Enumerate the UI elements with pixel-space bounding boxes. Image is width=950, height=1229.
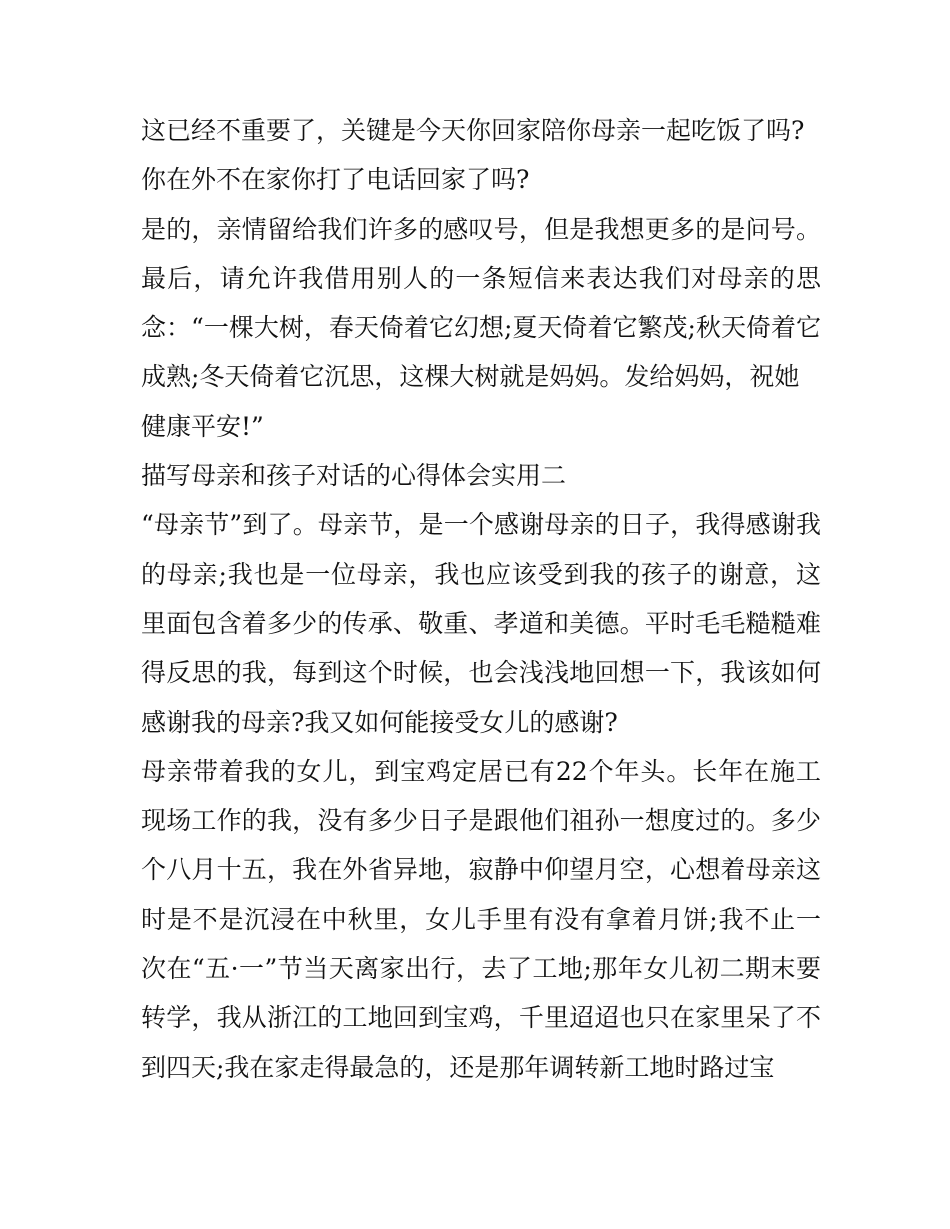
text-line: 最后，请允许我借用别人的一条短信来表达我们对母亲的思: [141, 263, 821, 293]
text-line: 你在外不在家你打了电话回家了吗?: [141, 165, 530, 195]
text-line: 成熟;冬天倚着它沉思，这棵大树就是妈妈。发给妈妈，祝她: [141, 362, 800, 392]
text-line: 感谢我的母亲?我又如何能接受女儿的感谢?: [141, 707, 618, 737]
text-line: 转学，我从浙江的工地回到宝鸡，千里迢迢也只在家里呆了不: [141, 1003, 821, 1033]
text-line: 是的，亲情留给我们许多的感叹号，但是我想更多的是问号。: [141, 214, 821, 244]
text-line: 时是不是沉浸在中秋里，女儿手里有没有拿着月饼;我不止一: [141, 904, 821, 934]
text-line: 健康平安!”: [141, 411, 264, 441]
text-line: 的母亲;我也是一位母亲，我也应该受到我的孩子的谢意，这: [141, 559, 821, 589]
text-line: 念：“一棵大树，春天倚着它幻想;夏天倚着它繁茂;秋天倚着它: [141, 313, 821, 343]
text-line: 这已经不重要了，关键是今天你回家陪你母亲一起吃饭了吗?: [141, 116, 805, 145]
text-line: 现场工作的我，没有多少日子是跟他们祖孙一想度过的。多少: [141, 806, 821, 836]
text-line: “母亲节”到了。母亲节，是一个感谢母亲的日子，我得感谢我: [141, 510, 821, 540]
text-line: 里面包含着多少的传承、敬重、孝道和美德。平时毛毛糙糙难: [141, 608, 821, 638]
text-line: 个八月十五，我在外省异地，寂静中仰望月空，心想着母亲这: [141, 855, 821, 885]
text-line: 到四天;我在家走得最急的，还是那年调转新工地时路过宝: [141, 1052, 775, 1082]
text-line: 得反思的我，每到这个时候，也会浅浅地回想一下，我该如何: [141, 658, 821, 688]
body-text: [141, 106, 821, 1092]
section-heading: 描写母亲和孩子对话的心得体会实用二: [141, 461, 567, 491]
text-line: 次在“五·一”节当天离家出行，去了工地;那年女儿初二期末要: [141, 954, 821, 984]
text-line: 母亲带着我的女儿，到宝鸡定居已有22个年头。长年在施工: [141, 756, 821, 786]
